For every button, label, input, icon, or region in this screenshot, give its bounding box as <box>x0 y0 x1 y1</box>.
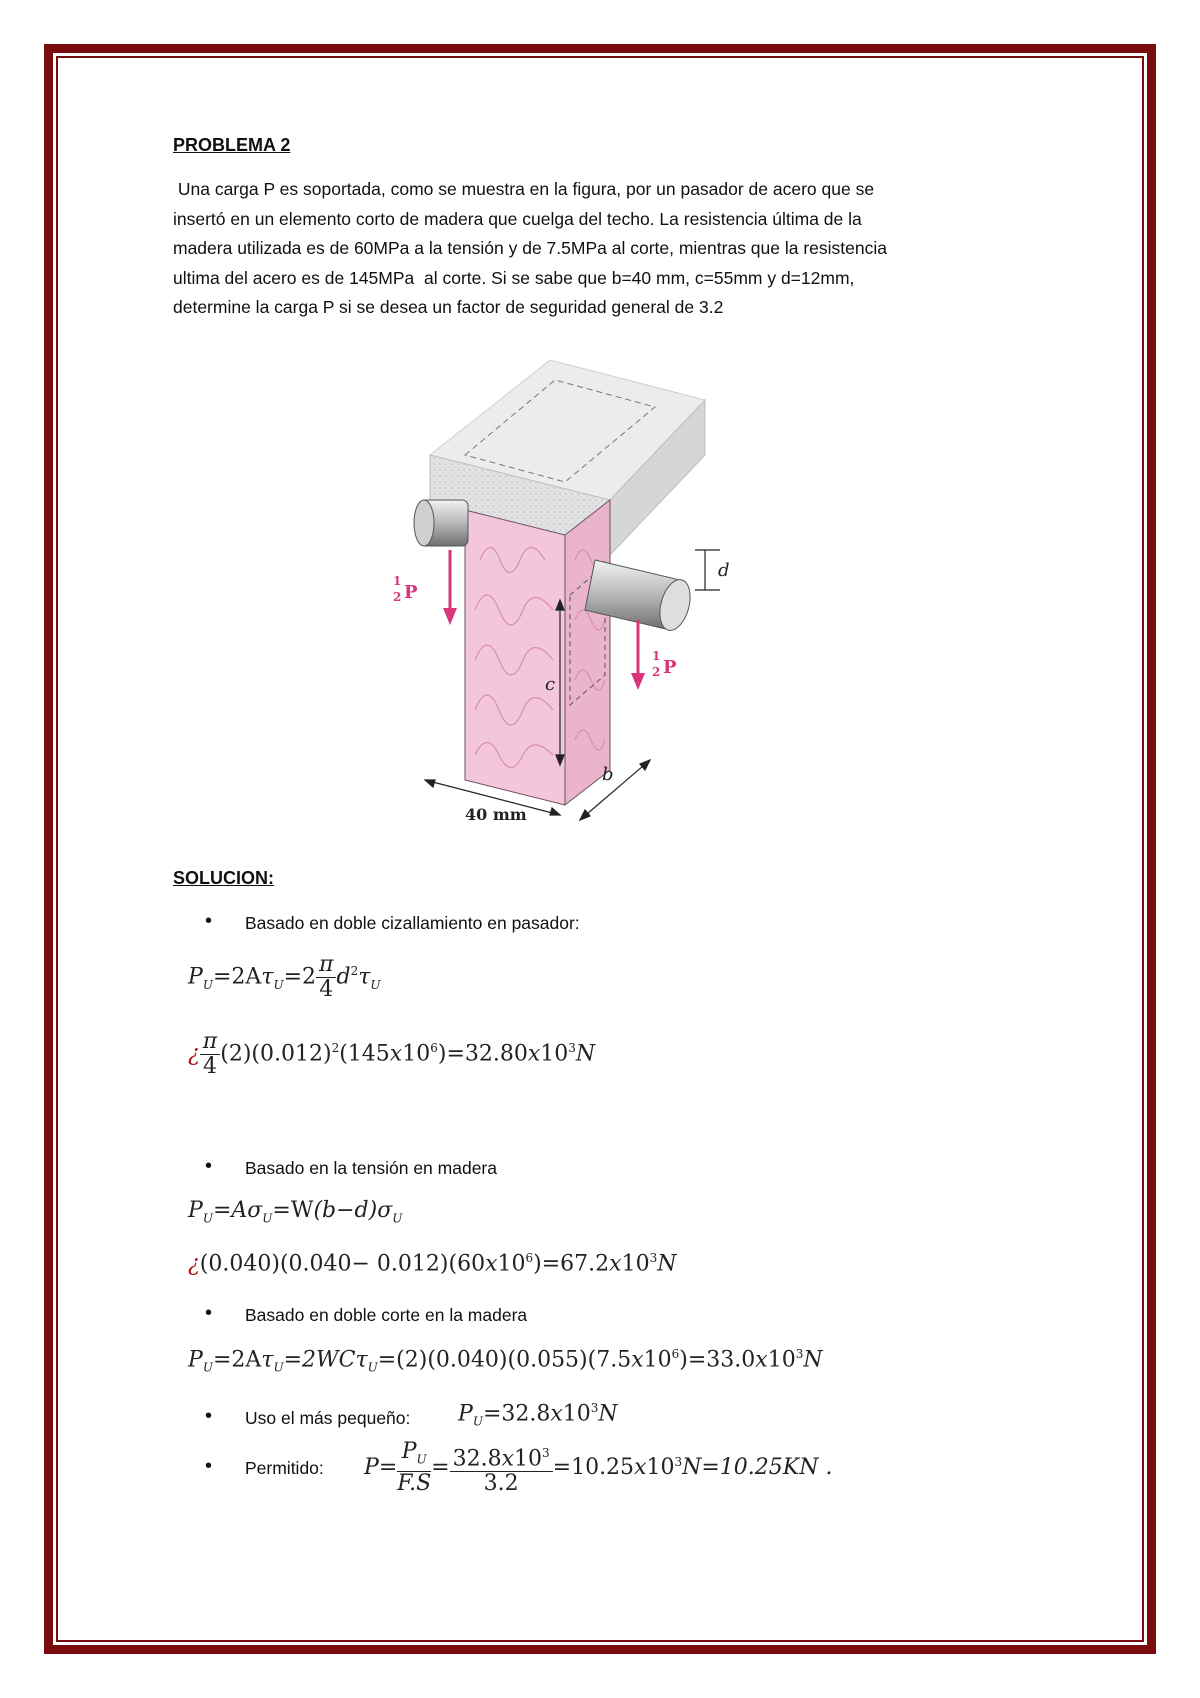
problem-statement <box>173 175 1033 323</box>
eq-term: =Aσ <box>212 1198 263 1223</box>
eq-term: x <box>485 1251 498 1277</box>
equation-4 <box>188 1251 676 1276</box>
fraction-den: 4 <box>203 1054 218 1079</box>
eq-term: x <box>550 1401 563 1427</box>
eq-term: =32.8 <box>482 1401 551 1427</box>
bullet-text: Basado en doble cizallamiento en pasador: <box>245 913 580 933</box>
fraction-num <box>450 1441 553 1472</box>
eq-term: (0.040)(0.040− 0.012)(60 <box>199 1251 486 1277</box>
statement-line: madera utilizada es de 60MPa a la tensión y de 7.5MPa al corte, mientras que la resistencia <box>173 238 887 258</box>
eq-sup: 6 <box>430 1041 438 1056</box>
statement-line: Una carga P es soportada, como se muestra en la figura, por un pasador de acero que se <box>173 179 875 199</box>
eq-term: x <box>527 1041 541 1067</box>
eq-term: 10 <box>402 1041 431 1067</box>
label-d: d <box>718 560 730 581</box>
solution-heading: SOLUCION: <box>173 868 274 888</box>
dimension-d <box>695 550 720 590</box>
eq-term: P <box>188 1198 203 1223</box>
eq-term: N <box>575 1041 596 1067</box>
equation-1 <box>188 953 381 1002</box>
eq-sup: 3 <box>674 1454 683 1469</box>
fraction <box>316 953 336 1002</box>
eq-sup: 3 <box>590 1401 599 1415</box>
eq-sup: 3 <box>795 1347 804 1361</box>
bullet-text: Permitido: <box>245 1458 324 1478</box>
eq-term: 10 <box>621 1251 650 1277</box>
eq-term: τ <box>358 964 371 990</box>
label-half-left: 1 <box>393 574 402 588</box>
eq-qmark: ¿ <box>188 1041 200 1067</box>
eq-term: τ <box>261 1347 274 1373</box>
label-half-right: 1 <box>652 649 661 663</box>
pin-wood-figure <box>393 360 760 840</box>
label-P-right: P <box>663 657 677 678</box>
fraction-den: 3.2 <box>483 1470 519 1496</box>
eq-term: N <box>598 1401 618 1427</box>
eq-term: 10 <box>643 1347 672 1373</box>
eq-term: =2A <box>212 964 262 990</box>
eq-sub: U <box>202 1360 213 1375</box>
left-pin <box>414 500 468 546</box>
eq-term: (2)(0.012) <box>220 1041 332 1067</box>
eq-term: 32.8 <box>452 1445 502 1471</box>
fraction-num: π <box>200 1030 220 1055</box>
eq-term: )=67.2 <box>533 1251 610 1277</box>
statement-line: determine la carga P si se desea un factor de seguridad general de 3.2 <box>173 297 724 317</box>
equation-5 <box>188 1347 823 1375</box>
eq-term: d <box>336 964 351 990</box>
eq-term: = <box>431 1455 450 1481</box>
eq-term: =W <box>272 1198 314 1223</box>
eq-sub: U <box>273 977 284 992</box>
eq-term: (145 <box>339 1041 390 1067</box>
eq-term: x <box>631 1347 644 1373</box>
equation-2 <box>188 1030 595 1079</box>
label-b: b <box>602 764 614 785</box>
eq-term: x <box>501 1445 514 1471</box>
equation-3 <box>188 1198 402 1225</box>
right-load-arrow <box>631 620 645 690</box>
eq-sub: U <box>367 1360 378 1375</box>
label-two-right: 2 <box>652 665 661 679</box>
fraction-num <box>397 1440 431 1472</box>
fraction-den: F.S <box>397 1471 432 1497</box>
fraction-den: 4 <box>319 977 334 1002</box>
eq-term: =10.25 <box>552 1455 635 1481</box>
eq-term: N <box>657 1251 677 1277</box>
eq-term: 10 <box>767 1347 796 1373</box>
eq-term: x <box>609 1251 622 1277</box>
eq-sub: U <box>472 1414 483 1429</box>
eq-term: N <box>803 1347 823 1373</box>
wood-side <box>565 500 610 805</box>
fraction <box>450 1441 553 1496</box>
eq-term: τ <box>261 964 274 990</box>
eq-term: x <box>389 1041 403 1067</box>
eq-term: 10 <box>540 1041 569 1067</box>
eq-sub: U <box>392 1211 403 1226</box>
eq-sup: 3 <box>649 1251 658 1265</box>
equation-6 <box>458 1401 618 1429</box>
eq-term: 10 <box>514 1445 542 1471</box>
eq-term: 10 <box>562 1401 591 1427</box>
label-40mm: 40 mm <box>465 805 527 824</box>
fraction-num: π <box>316 953 336 978</box>
eq-sub: U <box>416 1452 427 1467</box>
problem-heading: PROBLEMA 2 <box>173 135 291 155</box>
eq-sup: 3 <box>542 1445 550 1460</box>
eq-term: =(2)(0.040)(0.055)(7.5 <box>377 1347 632 1373</box>
eq-sub: U <box>202 977 213 992</box>
eq-qmark: ¿ <box>188 1251 200 1277</box>
eq-sup: 3 <box>568 1041 576 1056</box>
eq-term: τ <box>355 1347 368 1373</box>
eq-term: =10.25KN . <box>701 1455 833 1481</box>
eq-term: )=32.80 <box>437 1041 528 1067</box>
fraction <box>200 1030 220 1079</box>
eq-sub: U <box>202 1211 213 1226</box>
eq-term: P <box>364 1455 379 1481</box>
label-c: c <box>545 674 556 695</box>
statement-line: insertó en un elemento corto de madera que cuelga del techo. La resistencia última de la <box>173 208 862 229</box>
eq-term: )=33.0 <box>679 1347 756 1373</box>
eq-term: =2WC <box>283 1347 356 1373</box>
eq-term: =2 <box>283 964 316 990</box>
eq-sub: U <box>370 977 381 992</box>
label-two-left: 2 <box>393 590 402 604</box>
eq-sub: U <box>273 1360 284 1375</box>
eq-sub: U <box>262 1211 273 1226</box>
bullet-text: Basado en la tensión en madera <box>245 1158 497 1178</box>
eq-sup: 6 <box>671 1347 680 1361</box>
eq-term: x <box>634 1455 647 1481</box>
eq-term: P <box>401 1439 417 1464</box>
label-P-left: P <box>404 582 418 603</box>
eq-term: N <box>682 1455 702 1481</box>
left-load-arrow <box>443 550 457 625</box>
eq-term: 10 <box>646 1455 675 1481</box>
eq-term: x <box>755 1347 768 1373</box>
bullet-text: Basado en doble corte en la madera <box>245 1305 528 1325</box>
eq-term: 10 <box>497 1251 526 1277</box>
eq-term: =2A <box>212 1347 262 1373</box>
equation-7 <box>364 1440 832 1496</box>
eq-term: (b−d)σ <box>313 1198 393 1223</box>
bullet-text: Uso el más pequeño: <box>245 1408 411 1428</box>
eq-term: = <box>378 1455 398 1481</box>
eq-sup: 2 <box>350 964 359 979</box>
eq-term: P <box>188 1347 203 1373</box>
fraction <box>397 1440 431 1496</box>
eq-sup: 2 <box>331 1041 340 1056</box>
eq-term: P <box>188 964 203 990</box>
wood-front <box>465 510 565 805</box>
eq-sup: 6 <box>525 1251 534 1265</box>
statement-line: ultima del acero es de 145MPa al corte. Si se sabe que b=40 mm, c=55mm y d=12mm, <box>173 267 855 288</box>
eq-term: P <box>458 1401 473 1427</box>
